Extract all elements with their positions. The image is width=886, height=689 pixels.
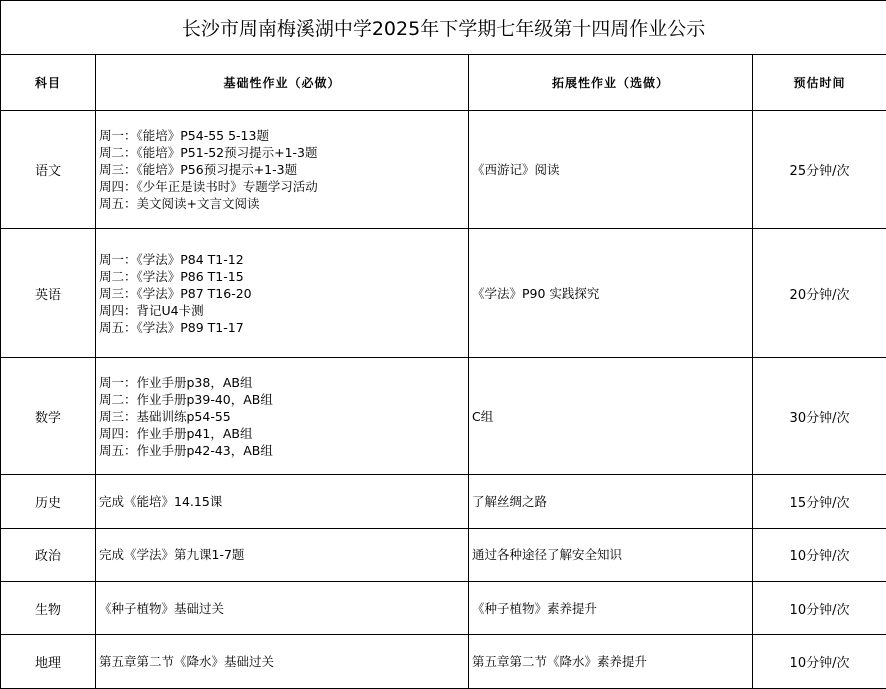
basic-cell [96, 475, 469, 528]
basic-line: 周二：《能培》P51-52预习提示+1-3题 [99, 144, 318, 160]
basic-line: 周四：背记U4卡测 [99, 302, 204, 318]
subject-cell: 地理 [1, 635, 96, 689]
basic-cell [96, 228, 469, 357]
header-basic: 基础性作业（必做） [96, 55, 469, 110]
extended-cell: 《学法》P90 实践探究 [469, 228, 753, 357]
basic-cell [96, 528, 469, 581]
basic-line: 周三：基础训练p54-55 [99, 408, 231, 424]
extended-cell: 第五章第二节《降水》素养提升 [469, 635, 753, 689]
basic-cell [96, 635, 469, 689]
table-row [1, 635, 886, 689]
time-cell: 10分钟/次 [753, 635, 886, 689]
basic-line: 周二：《学法》P86 T1-15 [99, 268, 244, 284]
basic-line: 周四：《少年正是读书时》专题学习活动 [99, 178, 318, 194]
subject-cell: 语文 [1, 110, 96, 228]
basic-line: 完成《能培》14.15课 [99, 493, 223, 509]
basic-line: 周一：《能培》P54-55 5-13题 [99, 127, 269, 143]
basic-line: 周一：《学法》P84 T1-12 [99, 251, 244, 267]
time-cell: 10分钟/次 [753, 528, 886, 581]
time-cell: 25分钟/次 [753, 110, 886, 228]
title-row [1, 1, 886, 55]
basic-line: 周三：《能培》P56预习提示+1-3题 [99, 161, 298, 177]
basic-line: 《种子植物》基础过关 [99, 600, 225, 616]
header-time: 预估时间 [753, 55, 886, 110]
table-row [1, 358, 886, 475]
basic-line: 周三：《学法》P87 T16-20 [99, 285, 252, 301]
basic-line: 周四：作业手册p41，AB组 [99, 425, 253, 441]
time-cell: 15分钟/次 [753, 475, 886, 528]
basic-line: 周五：作业手册p42-43，AB组 [99, 442, 273, 458]
subject-cell: 生物 [1, 582, 96, 635]
table-row [1, 110, 886, 228]
header-subject: 科目 [1, 55, 96, 110]
page-title: 长沙市周南梅溪湖中学2025年下学期七年级第十四周作业公示 [1, 1, 886, 55]
time-cell: 20分钟/次 [753, 228, 886, 357]
subject-cell: 历史 [1, 475, 96, 528]
basic-line: 周五：《学法》P89 T1-17 [99, 319, 244, 335]
table-row [1, 582, 886, 635]
basic-line: 周五：美文阅读+文言文阅读 [99, 195, 260, 211]
header-extended: 拓展性作业（选做） [469, 55, 753, 110]
subject-cell: 数学 [1, 358, 96, 475]
basic-cell [96, 110, 469, 228]
time-cell: 10分钟/次 [753, 582, 886, 635]
table-row [1, 228, 886, 357]
header-row [1, 55, 886, 110]
extended-cell: 了解丝绸之路 [469, 475, 753, 528]
time-cell: 30分钟/次 [753, 358, 886, 475]
basic-line: 周二：作业手册p39-40，AB组 [99, 391, 273, 407]
basic-line: 第五章第二节《降水》基础过关 [99, 654, 275, 670]
basic-cell [96, 358, 469, 475]
extended-cell: C组 [469, 358, 753, 475]
extended-cell: 通过各种途径了解安全知识 [469, 528, 753, 581]
extended-cell: 《种子植物》素养提升 [469, 582, 753, 635]
basic-cell [96, 582, 469, 635]
extended-cell: 《西游记》阅读 [469, 110, 753, 228]
subject-cell: 政治 [1, 528, 96, 581]
basic-line: 完成《学法》第九课1-7题 [99, 547, 245, 563]
table-row [1, 528, 886, 581]
subject-cell: 英语 [1, 228, 96, 357]
table-row [1, 475, 886, 528]
basic-line: 周一：作业手册p38，AB组 [99, 374, 253, 390]
